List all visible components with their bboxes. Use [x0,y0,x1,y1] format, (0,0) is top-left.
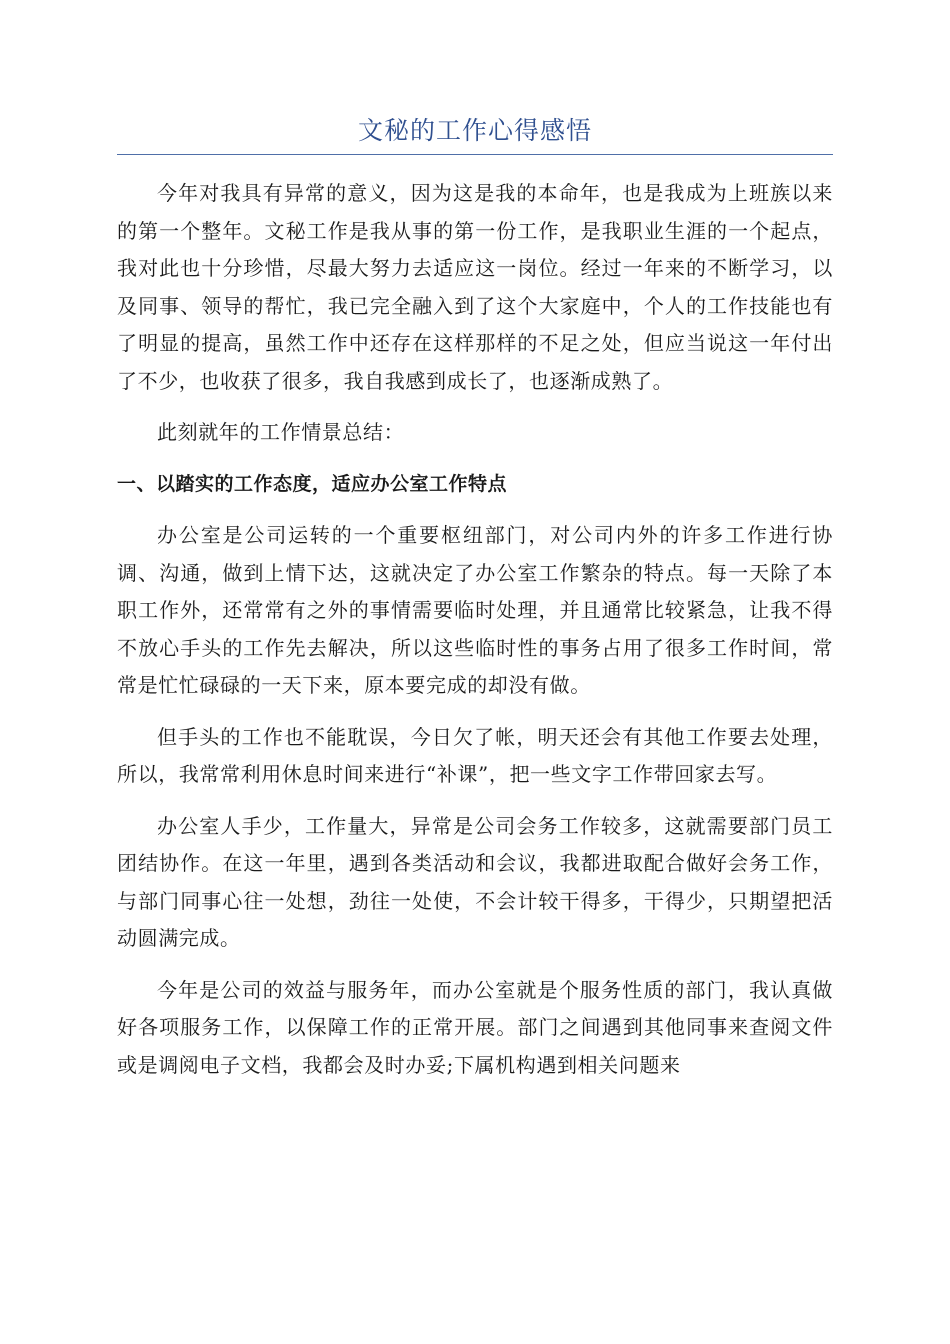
document-body [117,175,833,1084]
section-heading-1: 一、以踏实的工作态度，适应办公室工作特点 [117,472,508,495]
paragraph-intro: 今年对我具有异常的意义，因为这是我的本命年，也是我成为上班族以来的第一个整年。文秘工作是我从事的第一份工作，是我职业生涯的一个起点，我对此也十分珍惜，尽最大努力去适应这一岗位。经过一年来的不断学习，以及同事、领导的帮忙，我已完全融入到了这个大家庭中，个人的工作技能也有了明显的提高，虽然工作中还存在这样那样的不足之处，但应当说这一年付出了不少，也收获了很多，我自我感到成长了，也逐渐成熟了。 [117,181,833,393]
paragraph-service: 今年是公司的效益与服务年，而办公室就是个服务性质的部门，我认真做好各项服务工作，以保障工作的正常开展。部门之间遇到其他同事来查阅文件或是调阅电子文档，我都会及时办妥;下属机构遇到相关问题来 [117,977,833,1077]
paragraph-summary-lead: 此刻就年的工作情景总结： [157,420,405,444]
paragraph-office-role: 办公室是公司运转的一个重要枢纽部门，对公司内外的许多工作进行协调、沟通，做到上情下达，这就决定了办公室工作繁杂的特点。每一天除了本职工作外，还常常有之外的事情需要临时处理，并且通常比较紧急，让我不得不放心手头的工作先去解决，所以这些临时性的事务占用了很多工作时间，常常是忙忙碌碌的一天下来，原本要完成的却没有做。 [117,523,833,697]
paragraph-teamwork: 办公室人手少，工作量大，异常是公司会务工作较多，这就需要部门员工团结协作。在这一年里，遇到各类活动和会议，我都进取配合做好会务工作，与部门同事心往一处想，劲往一处使，不会计较干得多，干得少，只期望把活动圆满完成。 [117,813,833,950]
paragraph-extra-work: 但手头的工作也不能耽误，今日欠了帐，明天还会有其他工作要去处理，所以，我常常利用休息时间来进行“补课”，把一些文字工作带回家去写。 [117,724,833,786]
document-page [117,112,833,1098]
document-title: 文秘的工作心得感悟 [117,112,833,155]
